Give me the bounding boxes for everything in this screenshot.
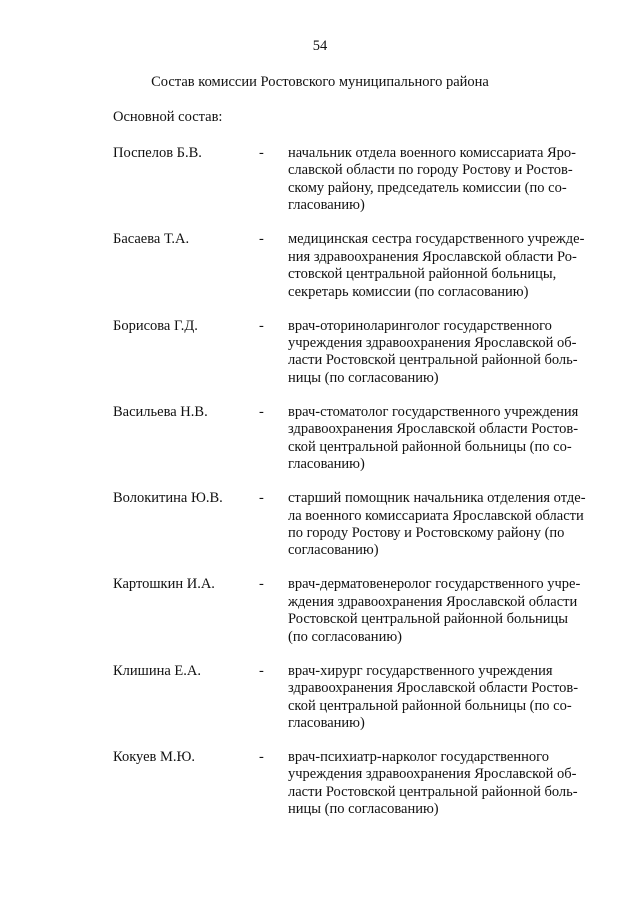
page-number: 54	[312, 38, 328, 54]
list-item	[113, 318, 603, 404]
list-item	[113, 231, 603, 317]
member-role: начальник отдела военного комиссариата Яро- славской области по городу Ростову и Ростов- скому району, председатель комиссии (по со- гласованию)	[288, 145, 577, 214]
member-role: врач-оториноларинголог государственного учреждения здравоохранения Ярославской об- ласти Ростовской центральной районной боль- ницы (по согласованию)	[288, 317, 578, 386]
section-label: Основной состав:	[113, 109, 223, 125]
member-dash: -	[259, 576, 264, 593]
member-name: Картошкин И.А.	[113, 576, 215, 593]
member-role: врач-хирург государственного учреждения здравоохранения Ярославской области Ростов- ской центральной районной больницы (по со- гласованию)	[288, 662, 579, 731]
member-name: Басаева Т.А.	[113, 231, 190, 248]
member-list	[113, 145, 603, 835]
member-name: Поспелов Б.В.	[113, 145, 202, 161]
member-name: Клишина Е.А.	[113, 662, 201, 679]
member-role: старший помощник начальника отделения отде- ла военного комиссариата Ярославской области по городу Ростову и Ростовскому району (по согласованию)	[288, 490, 586, 559]
member-name: Борисова Г.Д.	[113, 317, 198, 334]
member-name: Кокуев М.Ю.	[113, 749, 196, 766]
list-item	[113, 749, 603, 835]
list-item	[113, 490, 603, 576]
list-item	[113, 145, 603, 231]
member-dash: -	[259, 145, 264, 161]
member-role: врач-стоматолог государственного учреждения здравоохранения Ярославской области Ростов- ской центральной районной больницы (по со- гласованию)	[288, 403, 579, 473]
member-name: Васильева Н.В.	[113, 403, 208, 420]
member-dash: -	[259, 317, 264, 334]
document-title: Состав комиссии Ростовского муниципального района	[151, 74, 489, 90]
member-role: врач-психиатр-нарколог государственного учреждения здравоохранения Ярославской об- ласти Ростовской центральной районной боль- ницы (по согласованию)	[288, 749, 578, 818]
member-dash: -	[259, 403, 264, 420]
list-item	[113, 663, 603, 749]
member-name: Волокитина Ю.В.	[113, 490, 223, 507]
member-role: врач-дерматовенеролог государственного учре- ждения здравоохранения Ярославской области Ростовской центральной районной больницы (по согласованию)	[288, 576, 581, 645]
member-role: медицинская сестра государственного учрежде- ния здравоохранения Ярославской области Ро- стовской центральной районной больницы, секретарь комиссии (по согласованию)	[288, 231, 585, 300]
member-dash: -	[259, 490, 264, 507]
member-dash: -	[259, 749, 264, 766]
member-dash: -	[259, 231, 264, 248]
list-item	[113, 576, 603, 662]
member-dash: -	[259, 662, 264, 679]
list-item	[113, 404, 603, 490]
